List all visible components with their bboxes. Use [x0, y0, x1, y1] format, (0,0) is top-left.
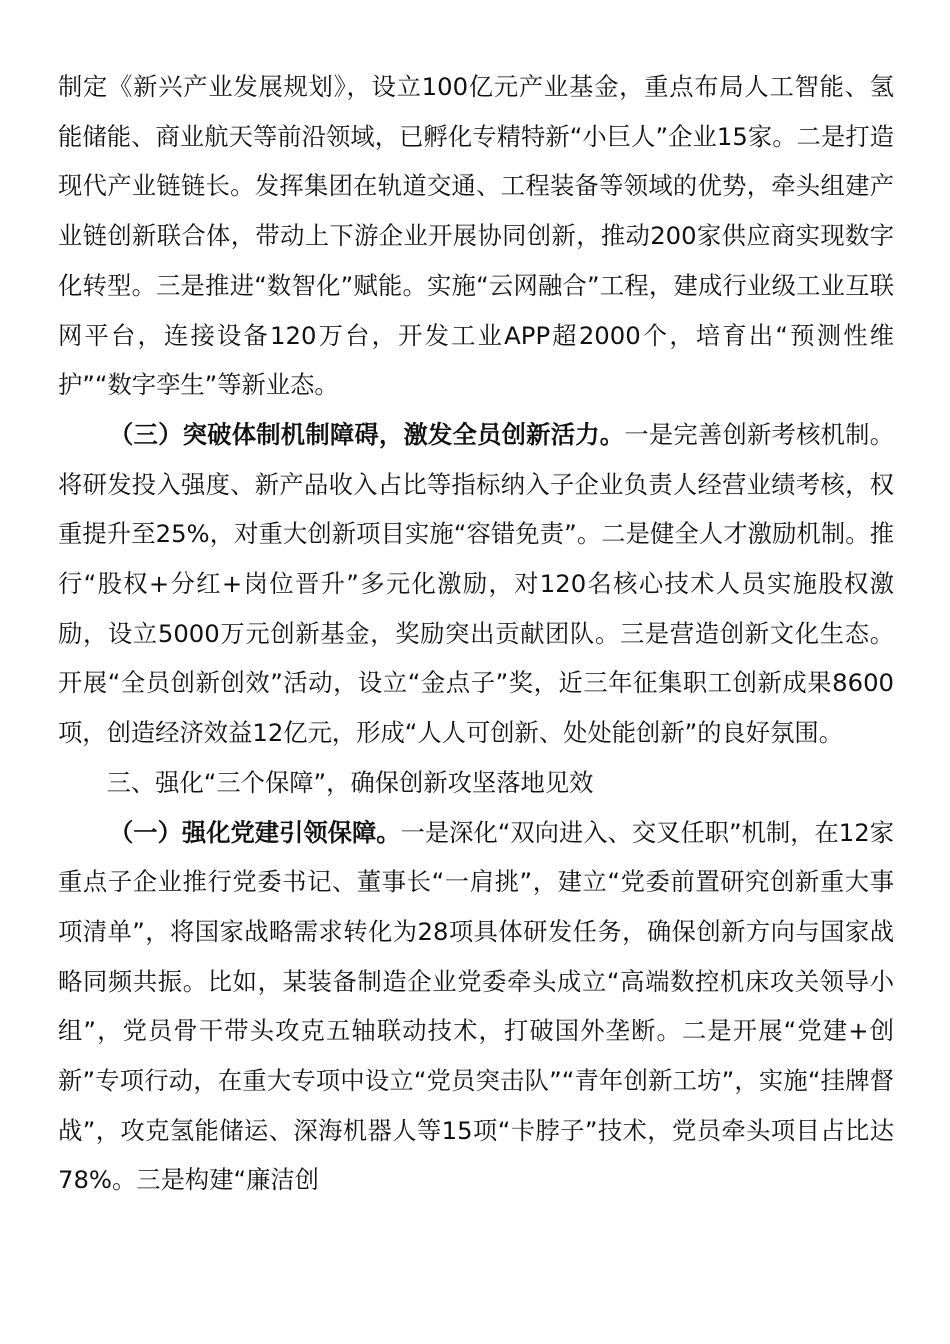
- section-heading-1: （一）强化党建引领保障。: [109, 817, 401, 847]
- paragraph-text: 制定《新兴产业发展规划》，设立100亿元产业基金，重点布局人工智能、氢能储能、商业航天等前沿领域，已孵化专精特新“小巨人”企业15家。二是打造现代产业链链长。发挥集团在轨道交通、工程装备等领域的优势，牵头组建产业链创新联合体，带动上下游企业开展协同创新，推动200家供应商实现数字化转型。三是推进“数智化”赋能。实施“云网融合”工程，建成行业级工业互联网平台，连接设备120万台，开发工业APP超2000个，培育出“预测性维护”“数字孪生”等新业态。: [58, 72, 894, 400]
- chapter-heading-3: [58, 758, 894, 808]
- paragraph-text: 一是完善创新考核机制。将研发投入强度、新产品收入占比等指标纳入子企业负责人经营业绩考核，权重提升至25%，对重大创新项目实施“容错免责”。二是健全人才激励机制。推行“股权+分红+岗位晋升”多元化激励，对120名核心技术人员实施股权激励，设立5000万元创新基金，奖励突出贡献团队。三是营造创新文化生态。开展“全员创新创效”活动，设立“金点子”奖，近三年征集职工创新成果8600项，创造经济效益12亿元，形成“人人可创新、处处能创新”的良好氛围。: [58, 419, 895, 748]
- body-paragraph-4: [58, 808, 894, 1206]
- section-heading-3: （三）突破体制机制障碍，激发全员创新活力。: [109, 419, 625, 449]
- body-paragraph-2: [58, 410, 894, 758]
- paragraph-text: 一是深化“双向进入、交叉任职”机制，在12家重点子企业推行党委书记、董事长“一肩挑”，建立“党委前置研究创新重大事项清单”，将国家战略需求转化为28项具体研发任务，确保创新方向与国家战略同频共振。比如，某装备制造企业党委牵头成立“高端数控机床攻关领导小组”，党员骨干带头攻克五轴联动技术，打破国外垄断。二是开展“党建+创新”专项行动，在重大专项中设立“党员突击队”“青年创新工坊”，实施“挂牌督战”，攻克氢能储运、深海机器人等15项“卡脖子”技术，党员牵头项目占比达78%。三是构建“廉洁创: [58, 817, 895, 1195]
- chapter-heading-text: 三、强化“三个保障”，确保创新攻坚落地见效: [106, 767, 594, 797]
- document-page: [58, 62, 894, 1205]
- body-paragraph-1: [58, 62, 894, 410]
